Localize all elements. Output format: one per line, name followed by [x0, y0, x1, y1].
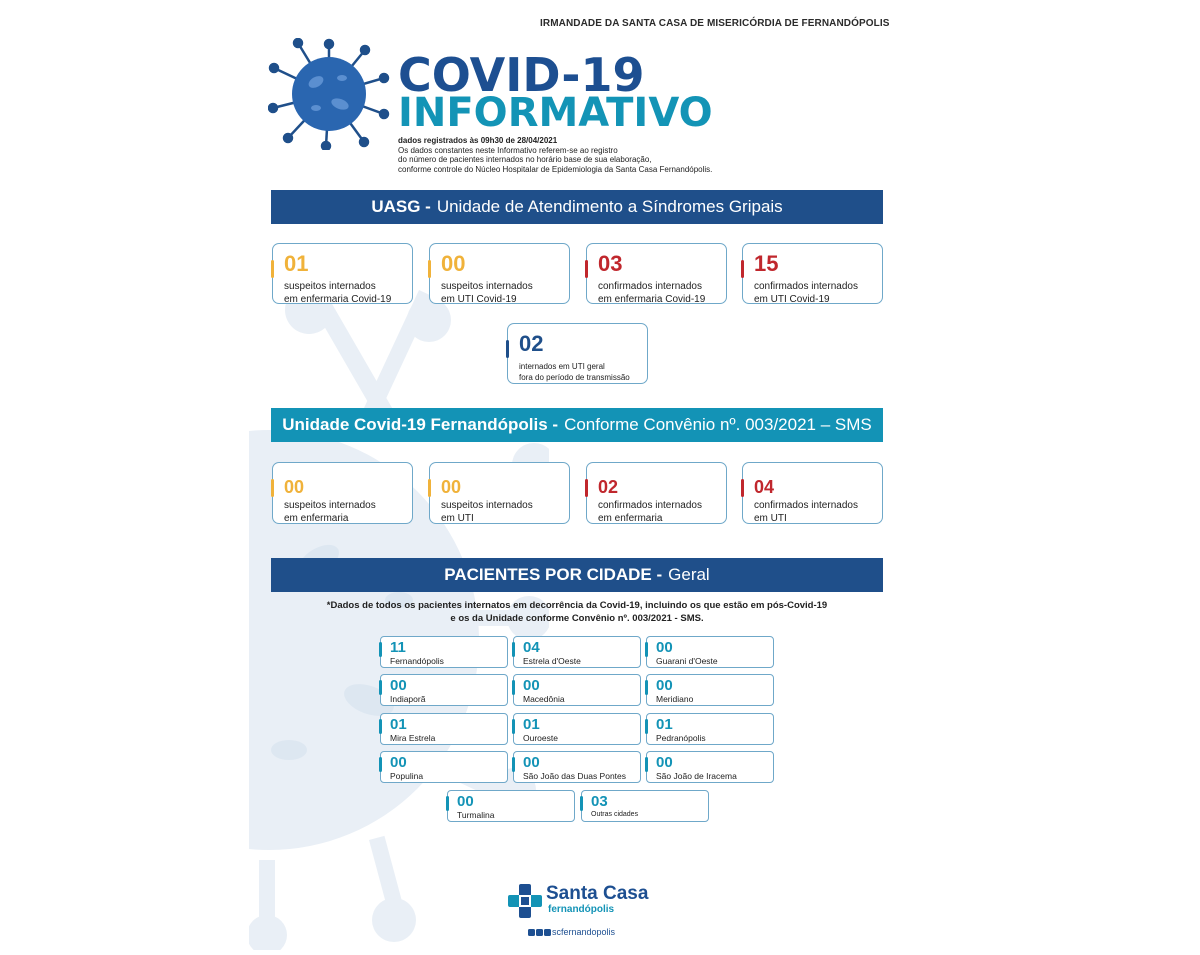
organization-name: IRMANDADE DA SANTA CASA DE MISERICÓRDIA DE FERNANDÓPOLIS — [540, 18, 890, 29]
card-accent — [512, 680, 515, 695]
card-accent — [512, 642, 515, 657]
stat-card — [429, 462, 570, 524]
stat-card — [586, 462, 727, 524]
city-card — [513, 674, 641, 706]
card-accent — [379, 757, 382, 772]
stat-card — [742, 462, 883, 524]
stat-label: suspeitos internados em UTI — [441, 500, 533, 524]
brand-subtitle: fernandópolis — [548, 904, 615, 915]
city-name: Pedranópolis — [656, 733, 706, 743]
city-count: 00 — [390, 754, 407, 771]
stat-value: 04 — [754, 477, 775, 497]
city-name: Turmalina — [457, 810, 495, 820]
description-line: Os dados constantes neste Informativo referem-se ao registro — [398, 145, 618, 155]
city-count: 00 — [656, 677, 673, 694]
stat-value: 15 — [754, 251, 779, 276]
registered-date: dados registrados às 09h30 de 28/04/2021 — [398, 136, 558, 145]
facebook-icon[interactable] — [536, 929, 543, 936]
card-accent — [379, 680, 382, 695]
stat-label: confirmados internados em UTI Covid-19 — [754, 281, 858, 305]
stat-card — [586, 243, 727, 304]
city-count: 00 — [523, 677, 540, 694]
card-accent — [271, 479, 274, 497]
stat-card — [507, 323, 648, 384]
stat-label: suspeitos internados em enfermaria Covid-19 — [284, 281, 392, 305]
city-card — [513, 636, 641, 668]
city-card — [581, 790, 709, 822]
city-card — [447, 790, 575, 822]
city-name: Mira Estrela — [390, 733, 436, 743]
uasg-banner — [271, 190, 883, 224]
stat-value: 01 — [284, 251, 309, 276]
card-accent — [645, 719, 648, 734]
note-line: e os da Unidade conforme Convênio nº. 003/2021 - SMS. — [450, 612, 704, 624]
city-name: Outras cidades — [591, 811, 639, 818]
stat-card — [742, 243, 883, 304]
city-name: Fernandópolis — [390, 656, 444, 666]
stat-label: confirmados internados em UTI — [754, 500, 858, 524]
title-informativo: INFORMATIVO — [398, 90, 713, 136]
city-card — [380, 674, 508, 706]
city-count: 00 — [457, 793, 474, 810]
social-handle[interactable]: scfernandopolis — [552, 927, 616, 937]
stat-value: 02 — [519, 331, 544, 356]
cidades-note — [271, 600, 883, 625]
stat-card — [272, 243, 413, 304]
city-count: 00 — [523, 754, 540, 771]
card-accent — [512, 757, 515, 772]
cross-icon — [508, 884, 542, 918]
banner-bold: UASG - — [371, 197, 431, 216]
stat-value: 00 — [284, 477, 305, 497]
city-name: Guarani d'Oeste — [656, 656, 718, 666]
city-name: Macedônia — [523, 694, 565, 704]
stat-value: 02 — [598, 477, 619, 497]
card-accent — [379, 642, 382, 657]
city-name: Indiaporã — [390, 694, 426, 704]
stat-value: 03 — [598, 251, 623, 276]
stat-card — [272, 462, 413, 524]
city-count: 11 — [390, 639, 406, 656]
city-card — [513, 751, 641, 783]
stat-label: confirmados internados em enfermaria Covid-19 — [598, 281, 706, 305]
brand-name: Santa Casa — [546, 883, 649, 904]
city-count: 01 — [390, 716, 407, 733]
city-card — [646, 674, 774, 706]
city-count: 04 — [523, 639, 540, 656]
banner-bold: PACIENTES POR CIDADE - — [444, 565, 663, 584]
stat-label: confirmados internados em enfermaria — [598, 500, 702, 524]
banner-bold: Unidade Covid-19 Fernandópolis - — [282, 415, 559, 434]
note-line: *Dados de todos os pacientes internatos em decorrência da Covid-19, incluindo os que estão em pós-Covid-19 — [326, 600, 828, 611]
card-accent — [379, 719, 382, 734]
city-card — [380, 713, 508, 745]
city-card — [380, 636, 508, 668]
card-accent — [446, 796, 449, 811]
city-card — [646, 713, 774, 745]
twitter-icon[interactable] — [544, 929, 551, 936]
city-name: Estrela d'Oeste — [523, 656, 581, 666]
stat-value: 00 — [441, 477, 462, 497]
stat-value: 00 — [441, 251, 466, 276]
social-links — [528, 927, 615, 937]
city-card — [646, 751, 774, 783]
unidade-banner — [271, 408, 883, 442]
city-card — [380, 751, 508, 783]
city-count: 03 — [591, 793, 608, 810]
card-accent — [580, 796, 583, 811]
card-accent — [645, 757, 648, 772]
santa-casa-logo — [508, 880, 658, 942]
stat-label: suspeitos internados em UTI Covid-19 — [441, 281, 533, 305]
card-accent — [585, 260, 588, 278]
city-name: Populina — [390, 771, 424, 781]
city-name: Meridiano — [656, 694, 694, 704]
city-count: 00 — [390, 677, 407, 694]
city-count: 01 — [656, 716, 673, 733]
description-block — [398, 136, 712, 174]
card-accent — [506, 340, 509, 358]
city-card — [513, 713, 641, 745]
card-accent — [585, 479, 588, 497]
title-covid19: COVID-19 — [398, 48, 645, 102]
card-accent — [741, 479, 744, 497]
stat-label: internados em UTI geral fora do período de transmissão — [519, 362, 630, 382]
card-accent — [645, 680, 648, 695]
card-accent — [428, 260, 431, 278]
virus-icon — [268, 38, 390, 150]
description-line: do número de pacientes internados no horário base de sua elaboração, — [398, 155, 652, 165]
card-accent — [741, 260, 744, 278]
city-count: 01 — [523, 716, 540, 733]
banner-text: Geral — [668, 565, 710, 584]
description-line: conforme controle do Núcleo Hospitalar de Epidemiologia da Santa Casa Fernandópolis. — [398, 164, 713, 174]
city-count: 00 — [656, 639, 673, 656]
banner-text: Unidade de Atendimento a Síndromes Gripais — [436, 197, 783, 216]
card-accent — [428, 479, 431, 497]
card-accent — [645, 642, 648, 657]
card-accent — [512, 719, 515, 734]
instagram-icon[interactable] — [528, 929, 535, 936]
city-name: São João das Duas Pontes — [523, 771, 627, 781]
card-accent — [271, 260, 274, 278]
stat-card — [429, 243, 570, 304]
city-name: São João de Iracema — [656, 771, 737, 781]
city-card — [646, 636, 774, 668]
stat-label: suspeitos internados em enfermaria — [284, 500, 376, 524]
cidades-banner — [271, 558, 883, 592]
city-count: 00 — [656, 754, 673, 771]
city-name: Ouroeste — [523, 733, 558, 743]
banner-text: Conforme Convênio nº. 003/2021 – SMS — [564, 415, 872, 434]
